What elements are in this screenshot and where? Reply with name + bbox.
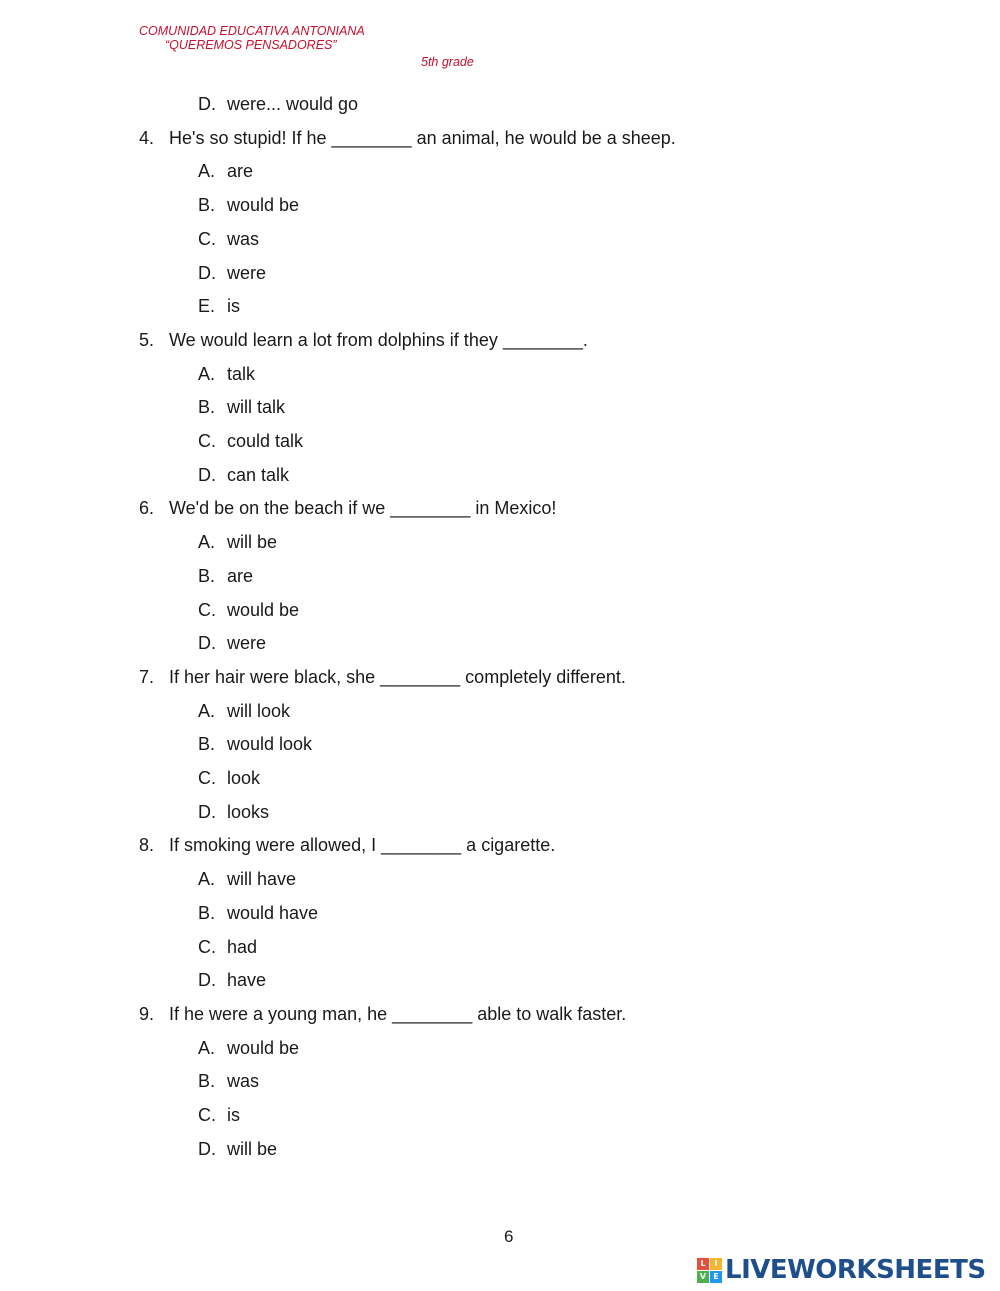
question-text: He's so stupid! If he ________ an animal, he would be a sheep. bbox=[169, 127, 676, 148]
option-letter: D. bbox=[198, 633, 216, 654]
option-letter: C. bbox=[198, 228, 216, 249]
option-letter: A. bbox=[198, 363, 216, 384]
option-text: were... would go bbox=[227, 94, 359, 114]
option-text: will have bbox=[227, 869, 297, 890]
option-letter: C. bbox=[198, 936, 216, 957]
option-letter: A. bbox=[198, 1037, 216, 1058]
option-letter: A. bbox=[198, 869, 216, 890]
question-number: 7. bbox=[139, 666, 155, 687]
question-number: 5. bbox=[139, 329, 155, 350]
option-text: would have bbox=[227, 902, 319, 923]
option-text: would be bbox=[227, 599, 300, 620]
question-number: 6. bbox=[139, 498, 155, 519]
option-text: could talk bbox=[227, 431, 304, 451]
logo-cube: V bbox=[697, 1271, 709, 1283]
option-letter: D. bbox=[198, 970, 216, 991]
option-letter: D. bbox=[198, 262, 216, 283]
option-letter: B. bbox=[198, 734, 216, 755]
school-motto: “QUEREMOS PENSADORES” bbox=[165, 38, 337, 52]
option-letter: B. bbox=[198, 902, 216, 923]
option-letter: A. bbox=[198, 700, 216, 721]
option-text: would look bbox=[227, 734, 313, 755]
option-text: would be bbox=[227, 195, 300, 216]
option-text: can talk bbox=[227, 464, 290, 485]
option-text: was bbox=[227, 1071, 260, 1092]
option-letter: B. bbox=[198, 195, 216, 216]
option-text: had bbox=[227, 936, 258, 957]
option-text: look bbox=[227, 768, 261, 788]
question-text: We'd be on the beach if we ________ in Mexico! bbox=[169, 498, 557, 519]
option-letter: C. bbox=[198, 768, 216, 788]
question-number: 4. bbox=[139, 127, 155, 148]
grade-label: 5th grade bbox=[421, 55, 474, 69]
page-number: 6 bbox=[504, 1227, 514, 1246]
option-letter: D. bbox=[198, 94, 216, 114]
option-letter: D. bbox=[198, 1138, 216, 1159]
question-number: 9. bbox=[139, 1003, 155, 1024]
option-letter: D. bbox=[198, 801, 216, 822]
option-text: would be bbox=[227, 1037, 300, 1058]
question-text: If her hair were black, she ________ completely different. bbox=[169, 666, 626, 687]
liveworksheets-logo bbox=[697, 1255, 986, 1285]
logo-cube: I bbox=[710, 1258, 722, 1270]
option-letter: A. bbox=[198, 532, 216, 553]
option-text: are bbox=[227, 565, 254, 586]
option-text: have bbox=[227, 970, 267, 991]
option-letter: C. bbox=[198, 431, 216, 451]
option-letter: B. bbox=[198, 1071, 216, 1092]
option-letter: A. bbox=[198, 161, 216, 182]
option-text: talk bbox=[227, 363, 256, 384]
option-letter: D. bbox=[198, 464, 216, 485]
logo-text: LIVEWORKSHEETS bbox=[725, 1255, 986, 1285]
option-letter: C. bbox=[198, 599, 216, 620]
option-text: looks bbox=[227, 801, 270, 822]
option-letter: B. bbox=[198, 397, 216, 418]
question-text: If he were a young man, he ________ able to walk faster. bbox=[169, 1003, 627, 1024]
option-text: will be bbox=[227, 532, 278, 553]
option-letter: C. bbox=[198, 1105, 216, 1125]
logo-cube: E bbox=[710, 1271, 722, 1283]
option-text: were bbox=[227, 262, 267, 283]
option-text: was bbox=[227, 228, 260, 249]
school-name: COMUNIDAD EDUCATIVA ANTONIANA bbox=[139, 24, 365, 38]
option-text: are bbox=[227, 161, 254, 182]
option-text: is bbox=[227, 296, 240, 317]
option-text: will talk bbox=[227, 397, 286, 418]
question-text: We would learn a lot from dolphins if they ________. bbox=[169, 329, 588, 350]
option-letter: B. bbox=[198, 565, 216, 586]
logo-cube: L bbox=[697, 1258, 709, 1270]
option-text: will be bbox=[227, 1138, 278, 1159]
option-text: were bbox=[227, 633, 267, 654]
option-letter: E. bbox=[198, 296, 216, 317]
question-text: If smoking were allowed, I ________ a cigarette. bbox=[169, 835, 556, 856]
option-text: is bbox=[227, 1105, 240, 1125]
option-text: will look bbox=[227, 700, 291, 721]
logo-cubes-icon bbox=[697, 1258, 722, 1283]
question-number: 8. bbox=[139, 835, 155, 856]
